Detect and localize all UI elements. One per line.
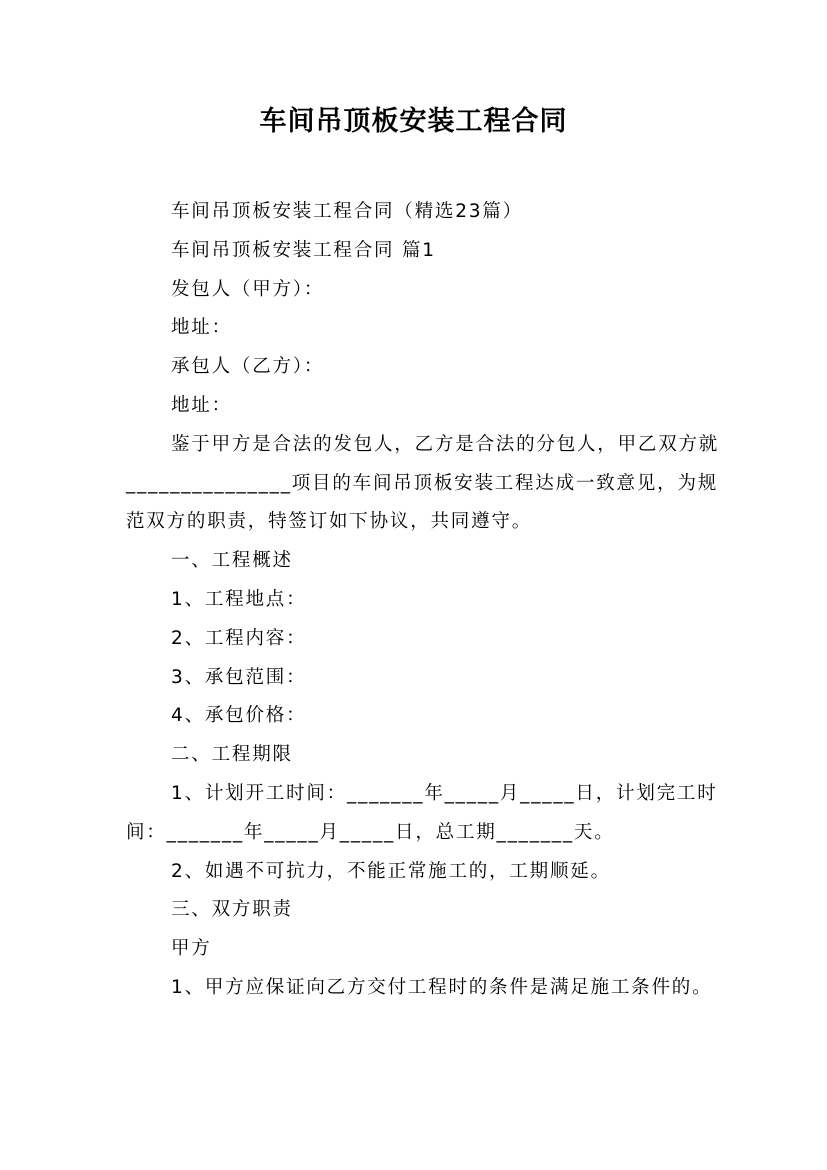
document-body — [126, 193, 726, 1008]
paragraph-item-content: 2、工程内容： — [171, 627, 307, 649]
paragraph-subtitle: 车间吊顶板安装工程合同（精选23篇） — [171, 201, 523, 222]
paragraph-party-a: 发包人（甲方）： — [171, 278, 325, 300]
paragraph-preamble: 鉴于甲方是合法的发包人，乙方是合法的分包人，甲乙双方就_______________项目的车间吊顶板安装工程达成一致意见，为规范双方的职责，特签订如下协议，共同遵守。 — [126, 433, 720, 533]
paragraph-heading-duties: 三、双方职责 — [171, 899, 293, 921]
paragraph-item-price: 4、承包价格： — [171, 705, 307, 727]
paragraph-heading-period: 二、工程期限 — [171, 744, 293, 766]
paragraph-force-majeure: 2、如遇不可抗力，不能正常施工的，工期顺延。 — [171, 860, 611, 882]
document-title: 车间吊顶板安装工程合同 — [259, 106, 568, 137]
paragraph-party-b: 承包人（乙方）： — [171, 356, 325, 378]
paragraph-duty-1: 1、甲方应保证向乙方交付工程时的条件是满足施工条件的。 — [171, 976, 713, 998]
paragraph-party-a-label: 甲方 — [171, 938, 212, 960]
paragraph-item-scope: 3、承包范围： — [171, 666, 307, 688]
paragraph-party-a-address: 地址： — [171, 317, 232, 339]
paragraph-item-location: 1、工程地点： — [171, 588, 307, 610]
paragraph-schedule: 1、计划开工时间：_______年_____月_____日，计划完工时间：_______年_____月_____日，总工期_______天。 — [126, 782, 718, 843]
paragraph-heading-overview: 一、工程概述 — [171, 550, 293, 572]
paragraph-section-heading: 车间吊顶板安装工程合同 篇1 — [171, 239, 436, 261]
paragraph-party-b-address: 地址： — [171, 394, 232, 416]
